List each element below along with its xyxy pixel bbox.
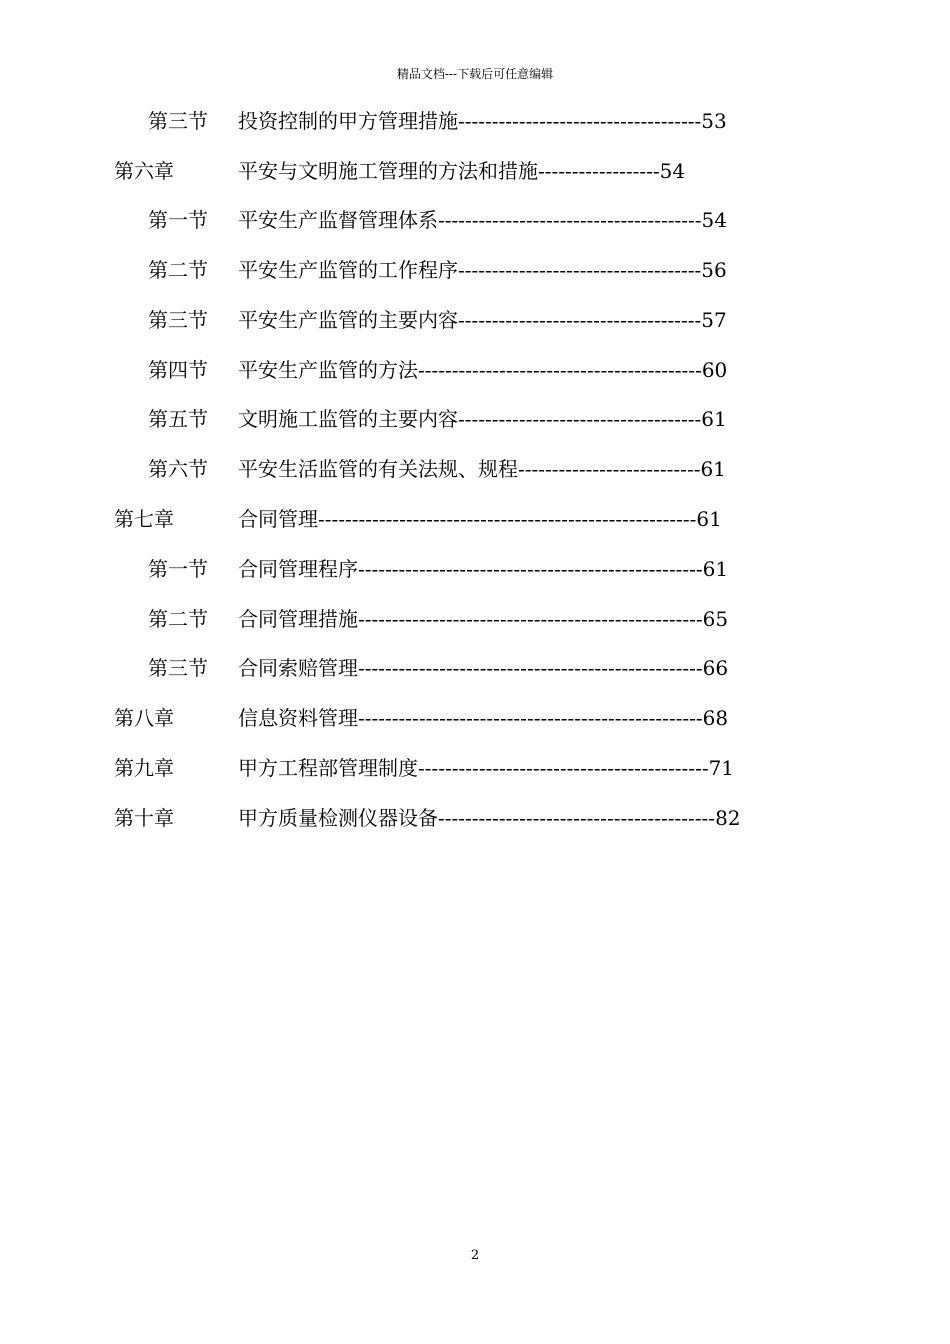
toc-entry-title: 平安生活监管的有关法规、规程---------------------------61 xyxy=(238,457,726,481)
toc-entry-label: 第四节 xyxy=(148,358,208,382)
toc-entry-label: 第三节 xyxy=(148,109,208,133)
toc-entry-title: 合同管理措施---------------------------------------------------65 xyxy=(238,607,729,631)
toc-entry-title: 平安与文明施工管理的方法和措施------------------54 xyxy=(238,159,686,183)
toc-entry-title: 合同索赔管理---------------------------------------------------66 xyxy=(238,656,729,680)
toc-entry-title: 甲方质量检测仪器设备-----------------------------------------82 xyxy=(238,806,741,830)
toc-entry-label: 第六节 xyxy=(148,457,208,481)
toc-entry-title: 信息资料管理---------------------------------------------------68 xyxy=(238,706,729,730)
toc-entry-label: 第三节 xyxy=(148,308,208,332)
toc-entry-title: 平安生产监管的工作程序------------------------------------56 xyxy=(238,258,727,282)
toc-entry-title: 投资控制的甲方管理措施------------------------------------53 xyxy=(238,109,727,133)
toc-entry-label: 第二节 xyxy=(148,607,208,631)
toc-entry-title: 平安生产监管的方法------------------------------------------60 xyxy=(238,358,728,382)
toc-entry-label: 第十章 xyxy=(114,806,174,830)
toc-entry-title: 平安生产监督管理体系---------------------------------------54 xyxy=(238,208,728,232)
toc-entry-label: 第八章 xyxy=(114,706,174,730)
page-header: 精品文档---下载后可任意编辑 xyxy=(396,67,554,81)
toc-entry-title: 甲方工程部管理制度-------------------------------------------71 xyxy=(238,756,735,780)
toc-entry-label: 第一节 xyxy=(148,557,208,581)
toc-entry-title: 合同管理--------------------------------------------------------61 xyxy=(238,507,722,531)
toc-entry-title: 合同管理程序---------------------------------------------------61 xyxy=(238,557,729,581)
toc-entry-label: 第六章 xyxy=(114,159,174,183)
toc-entry-label: 第五节 xyxy=(148,407,208,431)
toc-entry-label: 第二节 xyxy=(148,258,208,282)
page-number: 2 xyxy=(470,1248,480,1263)
toc-entry-label: 第一节 xyxy=(148,208,208,232)
toc-entry-title: 平安生产监管的主要内容------------------------------------57 xyxy=(238,308,727,332)
toc-entry-title: 文明施工监管的主要内容------------------------------------61 xyxy=(238,407,727,431)
toc-entry-label: 第七章 xyxy=(114,507,174,531)
toc-entry-label: 第九章 xyxy=(114,756,174,780)
toc-entry-label: 第三节 xyxy=(148,656,208,680)
